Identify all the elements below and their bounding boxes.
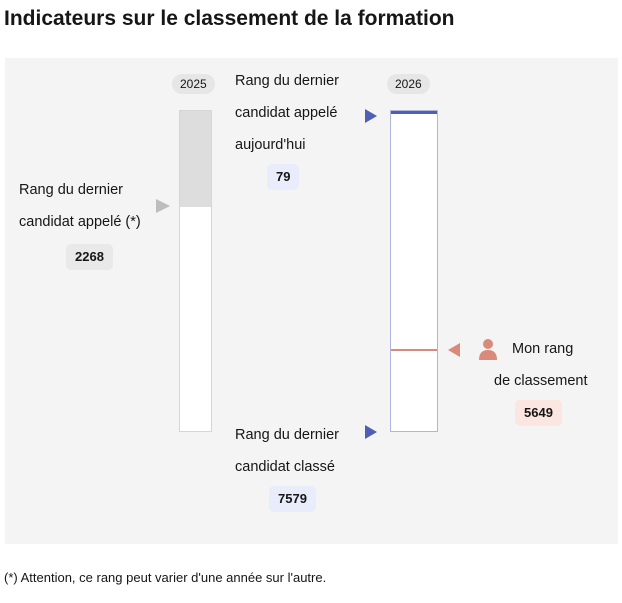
left-pointer-shape	[156, 199, 170, 213]
top-label-line3: aujourd'hui	[235, 137, 306, 153]
bar-2026-top-line	[391, 111, 437, 114]
top-label-line1: Rang du dernier	[235, 73, 339, 89]
left-pointer-icon	[156, 199, 170, 213]
year-2026-pill: 2026	[387, 74, 430, 94]
bottom-label-line1: Rang du dernier	[235, 427, 339, 443]
my-rank-value-badge: 5649	[515, 400, 562, 426]
top-value-badge: 79	[267, 164, 299, 190]
top-pointer-icon	[365, 109, 377, 123]
user-icon-body	[479, 350, 497, 360]
left-value-badge: 2268	[66, 244, 113, 270]
user-icon-head	[483, 339, 493, 349]
bar-2025	[179, 110, 212, 432]
page-title: Indicateurs sur le classement de la formation	[4, 7, 455, 30]
user-icon	[479, 338, 497, 360]
my-rank-pointer-icon	[448, 343, 460, 357]
left-label-line1: Rang du dernier	[19, 182, 123, 198]
ranking-panel	[5, 58, 618, 544]
bar-2026	[390, 110, 438, 432]
bottom-label-line2: candidat classé	[235, 459, 335, 475]
left-label-line2: candidat appelé (*)	[19, 214, 141, 230]
my-rank-label-line1: Mon rang	[512, 341, 574, 357]
bottom-value-badge: 7579	[269, 486, 316, 512]
bar-2026-my-rank-line	[391, 349, 437, 351]
my-rank-label-line2: de classement	[494, 373, 588, 389]
top-label-line2: candidat appelé	[235, 105, 338, 121]
footnote: (*) Attention, ce rang peut varier d'une année sur l'autre.	[4, 570, 327, 585]
bottom-pointer-icon	[365, 425, 377, 439]
bar-2025-called-fill	[180, 111, 211, 207]
year-2025-pill: 2025	[172, 74, 215, 94]
